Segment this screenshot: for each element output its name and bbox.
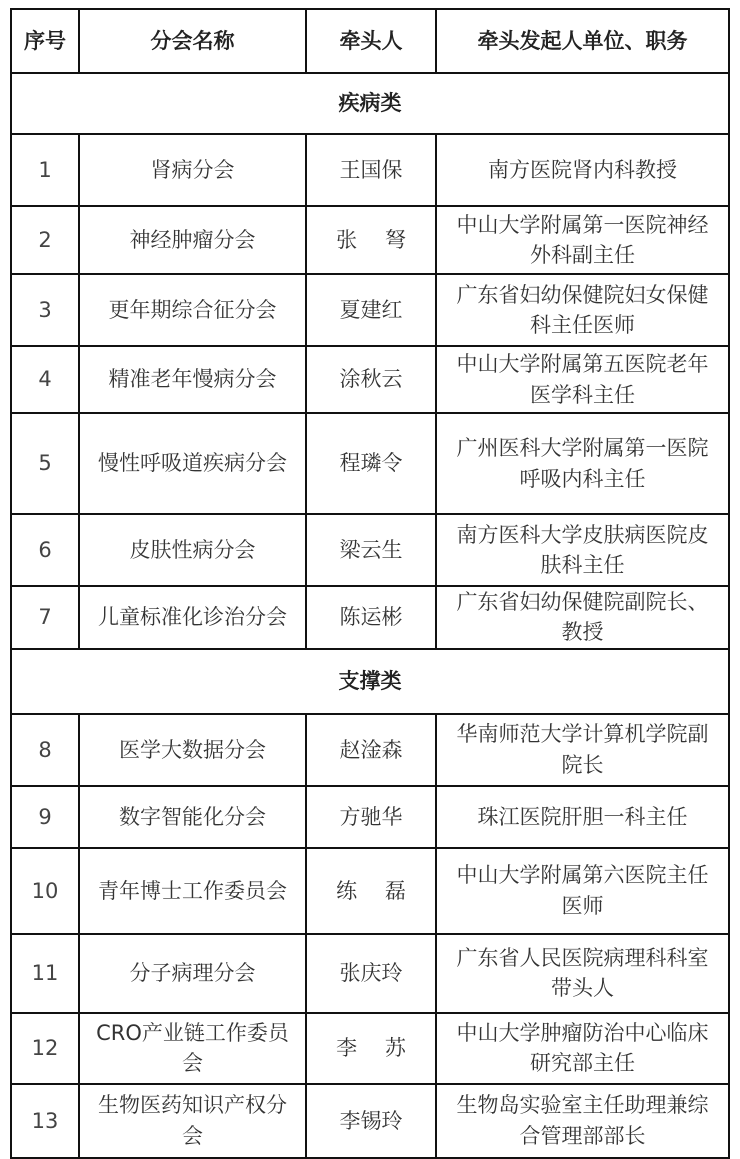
- cell-name: 神经肿瘤分会: [79, 206, 306, 274]
- cell-unit: 生物岛实验室主任助理兼综合管理部部长: [436, 1084, 729, 1158]
- cell-name: 皮肤性病分会: [79, 514, 306, 586]
- table-row: [11, 714, 729, 786]
- category-row: [11, 649, 729, 714]
- category-title: 支撑类: [11, 649, 729, 714]
- table-row: [11, 134, 729, 206]
- cell-name: 数字智能化分会: [79, 786, 306, 848]
- cell-leader: 方驰华: [306, 786, 436, 848]
- cell-num: 7: [11, 586, 79, 649]
- cell-leader: 涂秋云: [306, 346, 436, 413]
- cell-unit: 广东省人民医院病理科科室带头人: [436, 934, 729, 1013]
- cell-name: 更年期综合征分会: [79, 274, 306, 346]
- cell-unit: 中山大学附属第六医院主任医师: [436, 848, 729, 934]
- header-unit: 牵头发起人单位、职务: [436, 9, 729, 73]
- cell-name: CRO产业链工作委员会: [79, 1013, 306, 1084]
- cell-leader: 张庆玲: [306, 934, 436, 1013]
- cell-unit: 中山大学肿瘤防治中心临床研究部主任: [436, 1013, 729, 1084]
- cell-leader: 李 苏: [306, 1013, 436, 1084]
- cell-num: 8: [11, 714, 79, 786]
- cell-unit: 广东省妇幼保健院副院长、教授: [436, 586, 729, 649]
- header-leader: 牵头人: [306, 9, 436, 73]
- cell-leader: 练 磊: [306, 848, 436, 934]
- table-row: [11, 274, 729, 346]
- cell-leader: 梁云生: [306, 514, 436, 586]
- table-row: [11, 346, 729, 413]
- cell-leader: 夏建红: [306, 274, 436, 346]
- table-row: [11, 514, 729, 586]
- cell-unit: 中山大学附属第一医院神经外科副主任: [436, 206, 729, 274]
- table-row: [11, 586, 729, 649]
- cell-num: 9: [11, 786, 79, 848]
- cell-leader: 张 弩: [306, 206, 436, 274]
- table-row: [11, 934, 729, 1013]
- cell-num: 2: [11, 206, 79, 274]
- cell-unit: 华南师范大学计算机学院副院长: [436, 714, 729, 786]
- cell-leader: 陈运彬: [306, 586, 436, 649]
- cell-unit: 南方医科大学皮肤病医院皮肤科主任: [436, 514, 729, 586]
- table-row: [11, 786, 729, 848]
- cell-leader: 李锡玲: [306, 1084, 436, 1158]
- cell-num: 11: [11, 934, 79, 1013]
- branch-table: [10, 8, 730, 1159]
- cell-name: 肾病分会: [79, 134, 306, 206]
- cell-num: 1: [11, 134, 79, 206]
- cell-num: 12: [11, 1013, 79, 1084]
- cell-leader: 王国保: [306, 134, 436, 206]
- cell-leader: 程璘令: [306, 413, 436, 514]
- cell-name: 医学大数据分会: [79, 714, 306, 786]
- cell-num: 13: [11, 1084, 79, 1158]
- cell-unit: 珠江医院肝胆一科主任: [436, 786, 729, 848]
- cell-name: 儿童标准化诊治分会: [79, 586, 306, 649]
- cell-num: 3: [11, 274, 79, 346]
- category-row: [11, 73, 729, 134]
- cell-leader: 赵淦森: [306, 714, 436, 786]
- cell-num: 6: [11, 514, 79, 586]
- cell-num: 5: [11, 413, 79, 514]
- header-num: 序号: [11, 9, 79, 73]
- cell-num: 4: [11, 346, 79, 413]
- cell-name: 青年博士工作委员会: [79, 848, 306, 934]
- cell-unit: 南方医院肾内科教授: [436, 134, 729, 206]
- cell-name: 分子病理分会: [79, 934, 306, 1013]
- table-row: [11, 206, 729, 274]
- header-name: 分会名称: [79, 9, 306, 73]
- table-row: [11, 1084, 729, 1158]
- cell-unit: 广东省妇幼保健院妇女保健科主任医师: [436, 274, 729, 346]
- cell-name: 精准老年慢病分会: [79, 346, 306, 413]
- cell-unit: 中山大学附属第五医院老年医学科主任: [436, 346, 729, 413]
- table-row: [11, 1013, 729, 1084]
- cell-name: 慢性呼吸道疾病分会: [79, 413, 306, 514]
- table-header-row: [11, 9, 729, 73]
- cell-unit: 广州医科大学附属第一医院呼吸内科主任: [436, 413, 729, 514]
- cell-name: 生物医药知识产权分会: [79, 1084, 306, 1158]
- cell-num: 10: [11, 848, 79, 934]
- table-row: [11, 413, 729, 514]
- table-row: [11, 848, 729, 934]
- category-title: 疾病类: [11, 73, 729, 134]
